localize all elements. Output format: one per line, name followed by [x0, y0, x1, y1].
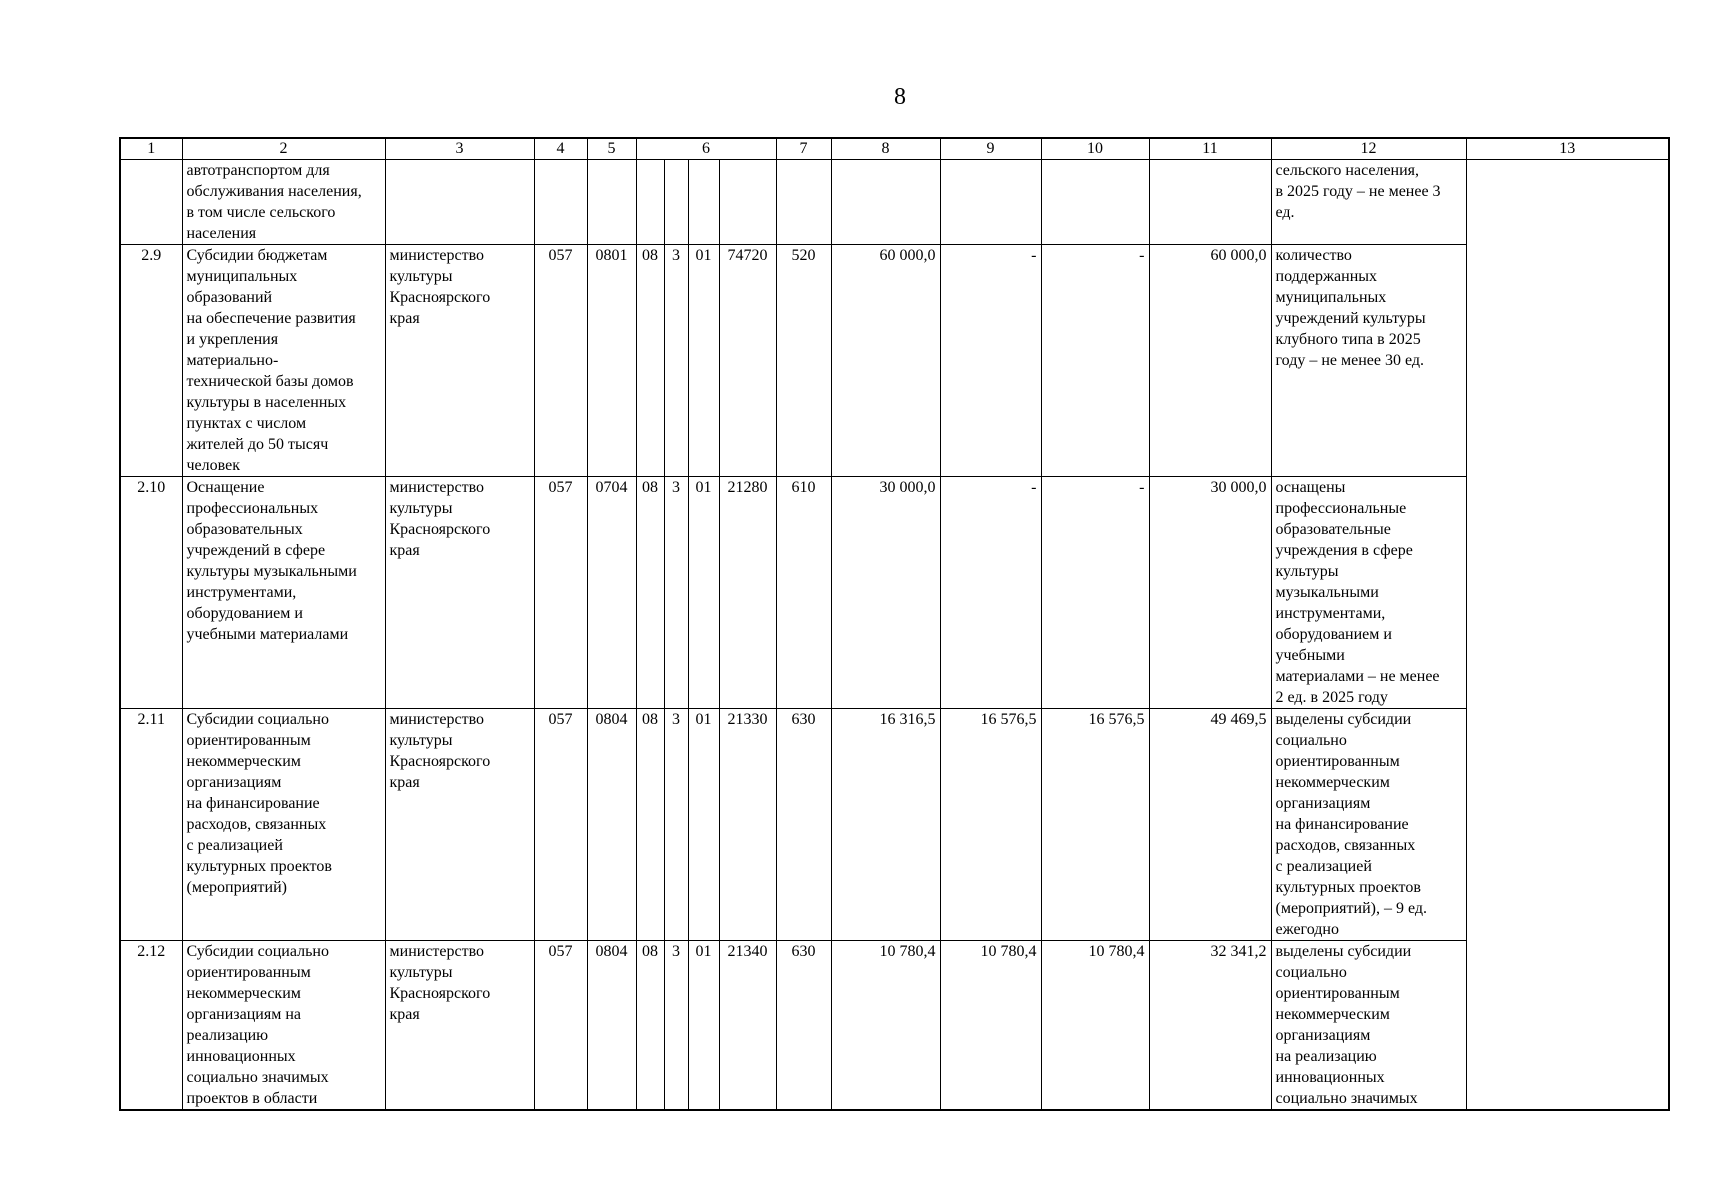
- target-code-subprogram: 3: [664, 477, 688, 709]
- amount-year-3: [1041, 160, 1149, 245]
- target-code-direction: 21330: [719, 709, 776, 941]
- header-cell-9: 9: [940, 138, 1041, 160]
- expected-result: выделены субсидии социально ориентированным некоммерческим организациям на реализацию инновационных социально значимых: [1271, 941, 1466, 1111]
- target-code-direction: [719, 160, 776, 245]
- target-code-event: 01: [688, 709, 719, 941]
- amount-year-3: 10 780,4: [1041, 941, 1149, 1111]
- amount-year-2: -: [940, 477, 1041, 709]
- administrator: министерство культуры Красноярского края: [385, 941, 534, 1111]
- header-cell-2: 2: [182, 138, 385, 160]
- activity-name: Субсидии бюджетам муниципальных образований на обеспечение развития и укрепления материально- технической базы домов культуры в населенных пунктах с числом жителей до 50 тысяч человек: [182, 245, 385, 477]
- target-code-event: [688, 160, 719, 245]
- amount-total: 60 000,0: [1149, 245, 1271, 477]
- amount-year-2: 10 780,4: [940, 941, 1041, 1111]
- expense-type-code: 630: [776, 709, 831, 941]
- expense-type-code: [776, 160, 831, 245]
- target-code-subprogram: 3: [664, 245, 688, 477]
- target-code-program: 08: [636, 709, 664, 941]
- table-row: [120, 245, 1669, 477]
- target-code-event: 01: [688, 941, 719, 1111]
- header-cell-7: 7: [776, 138, 831, 160]
- table-row: [120, 709, 1669, 941]
- grbs-code: 057: [534, 709, 587, 941]
- header-cell-3: 3: [385, 138, 534, 160]
- expected-result: выделены субсидии социально ориентированным некоммерческим организациям на финансирование расходов, связанных с реализацией культурных проектов (мероприятий), – 9 ед. ежегодно: [1271, 709, 1466, 941]
- program-activities-table: [119, 137, 1670, 1111]
- amount-year-1: 60 000,0: [831, 245, 940, 477]
- page-number: 8: [894, 84, 906, 110]
- expense-type-code: 520: [776, 245, 831, 477]
- grbs-code: 057: [534, 941, 587, 1111]
- row-number: 2.9: [120, 245, 182, 477]
- amount-year-2: [940, 160, 1041, 245]
- table-row: [120, 160, 1669, 245]
- amount-total: 30 000,0: [1149, 477, 1271, 709]
- table-row: [120, 941, 1669, 1111]
- header-cell-1: 1: [120, 138, 182, 160]
- target-code-program: 08: [636, 941, 664, 1111]
- header-cell-12: 12: [1271, 138, 1466, 160]
- header-cell-6: 6: [636, 138, 776, 160]
- administrator: [385, 160, 534, 245]
- amount-year-2: 16 576,5: [940, 709, 1041, 941]
- amount-year-3: -: [1041, 477, 1149, 709]
- amount-year-3: -: [1041, 245, 1149, 477]
- target-code-direction: 21340: [719, 941, 776, 1111]
- row-number: 2.10: [120, 477, 182, 709]
- target-code-event: 01: [688, 477, 719, 709]
- amount-year-1: 30 000,0: [831, 477, 940, 709]
- amount-year-2: -: [940, 245, 1041, 477]
- administrator: министерство культуры Красноярского края: [385, 477, 534, 709]
- section-code: 0804: [587, 941, 636, 1111]
- target-code-program: 08: [636, 245, 664, 477]
- header-cell-13: 13: [1466, 138, 1669, 160]
- target-code-subprogram: 3: [664, 709, 688, 941]
- column-number-row: [120, 138, 1669, 160]
- expected-result: оснащены профессиональные образовательные учреждения в сфере культуры музыкальными инструментами, оборудованием и учебными материалами – не менее 2 ед. в 2025 году: [1271, 477, 1466, 709]
- expense-type-code: 610: [776, 477, 831, 709]
- target-code-subprogram: [664, 160, 688, 245]
- grbs-code: 057: [534, 245, 587, 477]
- expected-result: сельского населения, в 2025 году – не менее 3 ед.: [1271, 160, 1466, 245]
- grbs-code: 057: [534, 477, 587, 709]
- administrator: министерство культуры Красноярского края: [385, 709, 534, 941]
- amount-year-1: 10 780,4: [831, 941, 940, 1111]
- amount-year-1: [831, 160, 940, 245]
- administrator: министерство культуры Красноярского края: [385, 245, 534, 477]
- column-13-cell: [1466, 160, 1669, 1111]
- header-cell-11: 11: [1149, 138, 1271, 160]
- amount-total: [1149, 160, 1271, 245]
- activity-name: автотранспортом для обслуживания населения, в том числе сельского населения: [182, 160, 385, 245]
- activity-name: Оснащение профессиональных образовательных учреждений в сфере культуры музыкальными инструментами, оборудованием и учебными материалами: [182, 477, 385, 709]
- target-code-subprogram: 3: [664, 941, 688, 1111]
- header-cell-10: 10: [1041, 138, 1149, 160]
- amount-year-1: 16 316,5: [831, 709, 940, 941]
- section-code: [587, 160, 636, 245]
- target-code-event: 01: [688, 245, 719, 477]
- amount-year-3: 16 576,5: [1041, 709, 1149, 941]
- target-code-direction: 74720: [719, 245, 776, 477]
- activity-name: Субсидии социально ориентированным некоммерческим организациям на финансирование расходов, связанных с реализацией культурных проектов (мероприятий): [182, 709, 385, 941]
- section-code: 0804: [587, 709, 636, 941]
- row-number: [120, 160, 182, 245]
- amount-total: 49 469,5: [1149, 709, 1271, 941]
- grbs-code: [534, 160, 587, 245]
- table-row: [120, 477, 1669, 709]
- section-code: 0801: [587, 245, 636, 477]
- header-cell-5: 5: [587, 138, 636, 160]
- expected-result: количество поддержанных муниципальных учреждений культуры клубного типа в 2025 году – не менее 30 ед.: [1271, 245, 1466, 477]
- target-code-program: 08: [636, 477, 664, 709]
- expense-type-code: 630: [776, 941, 831, 1111]
- activity-name: Субсидии социально ориентированным некоммерческим организациям на реализацию инновационных социально значимых проектов в области: [182, 941, 385, 1111]
- header-cell-8: 8: [831, 138, 940, 160]
- header-cell-4: 4: [534, 138, 587, 160]
- target-code-direction: 21280: [719, 477, 776, 709]
- amount-total: 32 341,2: [1149, 941, 1271, 1111]
- target-code-program: [636, 160, 664, 245]
- row-number: 2.12: [120, 941, 182, 1111]
- row-number: 2.11: [120, 709, 182, 941]
- section-code: 0704: [587, 477, 636, 709]
